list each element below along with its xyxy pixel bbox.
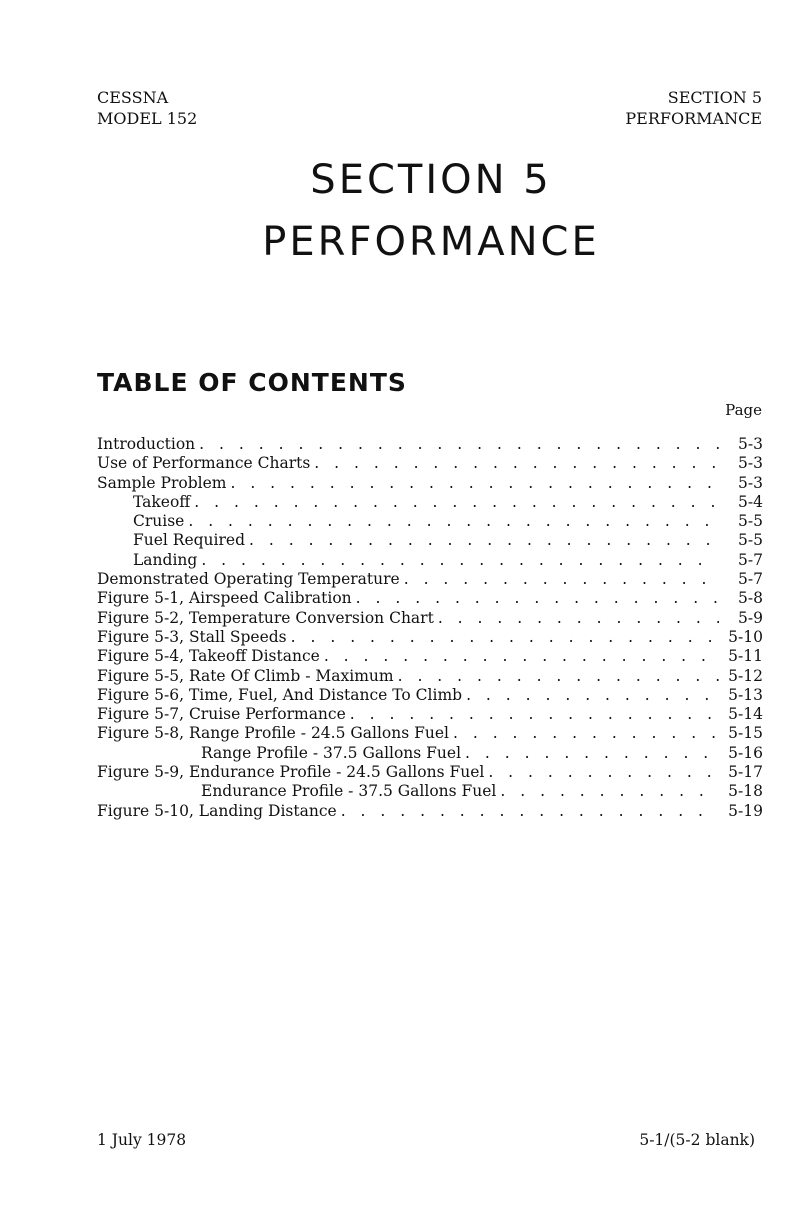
- leader-dots: [438, 609, 719, 628]
- toc-entry-label: Figure 5-4, Takeoff Distance: [97, 647, 320, 666]
- leader-dots: [500, 782, 719, 801]
- leader-dots: [453, 724, 719, 743]
- toc-entry[interactable]: [97, 609, 763, 628]
- footer-date: 1 July 1978: [97, 1131, 187, 1149]
- leader-dots: [350, 705, 719, 724]
- toc-entry-label: Figure 5-2, Temperature Conversion Chart: [97, 608, 434, 627]
- toc-entry-label: Endurance Profile - 37.5 Gallons Fuel: [201, 782, 497, 801]
- toc-entry[interactable]: [97, 647, 763, 666]
- toc-entry-page: 5-9: [738, 608, 763, 627]
- page-column-label: Page: [725, 401, 762, 419]
- toc-entry[interactable]: [97, 763, 763, 782]
- toc-entry-label: Sample Problem: [97, 473, 227, 492]
- leader-dots: [291, 628, 719, 647]
- footer-page-number: 5-1/(5-2 blank): [639, 1131, 755, 1149]
- toc-entry-label: Introduction: [97, 435, 196, 453]
- toc-entry[interactable]: [97, 589, 763, 608]
- toc-entry-page: 5-16: [728, 743, 763, 762]
- toc-entry-label: Figure 5-1, Airspeed Calibration: [97, 589, 352, 608]
- leader-dots: [249, 531, 719, 550]
- toc-entry-page: 5-15: [728, 724, 763, 743]
- leader-dots: [466, 686, 719, 705]
- leader-dots: [488, 763, 719, 782]
- toc-entry-page: 5-3: [738, 435, 763, 453]
- toc-entry-label: Fuel Required: [133, 531, 246, 550]
- toc-entry-page: 5-18: [728, 782, 763, 801]
- toc-entry[interactable]: [97, 628, 763, 647]
- toc-entry-label: Takeoff: [133, 492, 191, 511]
- toc-entry-label: Figure 5-9, Endurance Profile - 24.5 Gallons Fuel: [97, 763, 485, 782]
- leader-dots: [314, 454, 719, 473]
- toc-entry-page: 5-3: [738, 473, 763, 492]
- toc-entry[interactable]: [97, 512, 763, 531]
- leader-dots: [199, 435, 719, 454]
- toc-entry-page: 5-13: [728, 685, 763, 704]
- toc-entry-page: 5-5: [738, 531, 763, 550]
- toc-entry[interactable]: [97, 667, 763, 686]
- manufacturer: CESSNA: [97, 88, 169, 107]
- leader-dots: [404, 570, 719, 589]
- section-subtitle: PERFORMANCE: [262, 219, 600, 265]
- toc-entry[interactable]: [97, 454, 763, 473]
- section-name: PERFORMANCE: [625, 109, 762, 128]
- toc-entry[interactable]: [97, 724, 763, 743]
- toc-entry-label: Figure 5-10, Landing Distance: [97, 801, 337, 820]
- model: MODEL 152: [97, 109, 198, 128]
- toc-list: [97, 435, 763, 821]
- toc-entry-page: 5-4: [738, 492, 763, 511]
- toc-entry-page: 5-8: [738, 589, 763, 608]
- leader-dots: [188, 512, 719, 531]
- toc-entry-page: 5-7: [738, 570, 763, 589]
- toc-entry-label: Range Profile - 37.5 Gallons Fuel: [201, 743, 462, 762]
- toc-entry-label: Figure 5-6, Time, Fuel, And Distance To Climb: [97, 685, 463, 704]
- toc-entry-page: 5-14: [728, 705, 763, 724]
- leader-dots: [356, 589, 719, 608]
- toc-entry-page: 5-17: [728, 763, 763, 782]
- toc-entry-label: Figure 5-3, Stall Speeds: [97, 627, 287, 646]
- toc-entry[interactable]: [97, 802, 763, 821]
- leader-dots: [194, 493, 719, 512]
- toc-entry-label: Figure 5-7, Cruise Performance: [97, 705, 346, 724]
- header-left: [97, 87, 197, 129]
- toc-entry[interactable]: [97, 531, 763, 550]
- toc-entry-label: Demonstrated Operating Temperature: [97, 570, 400, 589]
- toc-entry-page: 5-11: [728, 647, 763, 666]
- toc-entry[interactable]: [97, 705, 763, 724]
- toc-entry[interactable]: [97, 570, 763, 589]
- leader-dots: [341, 802, 719, 821]
- leader-dots: [465, 744, 719, 763]
- section-title: SECTION 5: [310, 157, 552, 203]
- leader-dots: [230, 474, 719, 493]
- toc-heading: TABLE OF CONTENTS: [97, 368, 407, 397]
- toc-entry-page: 5-12: [728, 666, 763, 685]
- toc-entry-page: 5-10: [728, 627, 763, 646]
- toc-entry-label: Landing: [133, 550, 198, 569]
- toc-entry-page: 5-19: [728, 801, 763, 820]
- toc-entry-label: Figure 5-5, Rate Of Climb - Maximum: [97, 666, 394, 685]
- toc-entry[interactable]: [97, 686, 763, 705]
- toc-entry-label: Figure 5-8, Range Profile - 24.5 Gallons Fuel: [97, 724, 449, 743]
- leader-dots: [201, 551, 719, 570]
- toc-entry-page: 5-3: [738, 454, 763, 473]
- header-right: [625, 87, 762, 129]
- toc-entry-page: 5-7: [738, 550, 763, 569]
- toc-entry-page: 5-5: [738, 512, 763, 531]
- toc-entry[interactable]: [97, 474, 763, 493]
- section-label: SECTION 5: [667, 88, 762, 107]
- toc-entry-label: Cruise: [133, 512, 185, 531]
- toc-entry[interactable]: [97, 493, 763, 512]
- leader-dots: [324, 647, 719, 666]
- toc-entry[interactable]: [97, 551, 763, 570]
- toc-entry[interactable]: [97, 782, 763, 801]
- leader-dots: [398, 667, 719, 686]
- toc-entry[interactable]: [97, 435, 763, 454]
- toc-entry[interactable]: [97, 744, 763, 763]
- toc-entry-label: Use of Performance Charts: [97, 454, 311, 473]
